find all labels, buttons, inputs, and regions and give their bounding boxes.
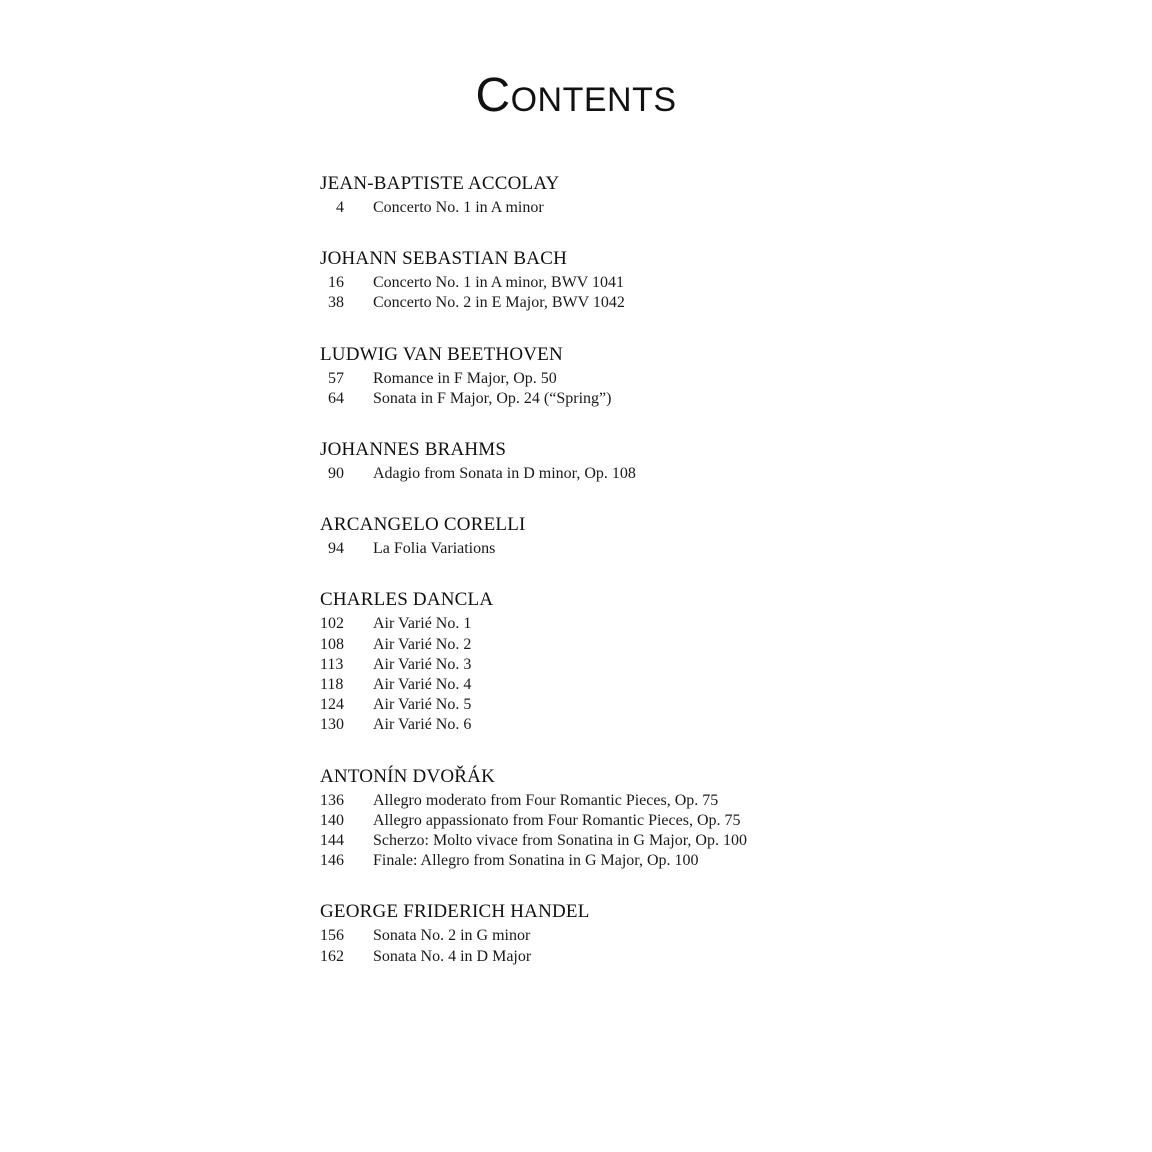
toc-entry[interactable]: [320, 675, 1020, 695]
work-title: Sonata in F Major, Op. 24 (“Spring”): [373, 389, 612, 407]
page-number: 102: [320, 615, 344, 633]
page-number: 144: [320, 832, 344, 850]
work-title: Sonata No. 2 in G minor: [373, 927, 531, 945]
work-title: Scherzo: Molto vivace from Sonatina in G Major, Op. 100: [373, 832, 747, 850]
toc-entry[interactable]: [320, 655, 1020, 675]
composer-heading: CHARLES DANCLA: [320, 589, 494, 611]
toc-entry[interactable]: [320, 811, 1020, 831]
work-title: Finale: Allegro from Sonatina in G Major, Op. 100: [373, 852, 699, 870]
composer-section: [320, 900, 1020, 966]
toc-entry[interactable]: [320, 791, 1020, 811]
work-title: Allegro moderato from Four Romantic Pieces, Op. 75: [373, 791, 719, 809]
table-of-contents: [320, 172, 1020, 996]
work-title: Sonata No. 4 in D Major: [373, 947, 532, 965]
page-number: 108: [320, 635, 344, 653]
work-title: Concerto No. 1 in A minor, BWV 1041: [373, 274, 625, 292]
toc-entry[interactable]: [320, 464, 1020, 484]
toc-entry[interactable]: [320, 926, 1020, 946]
toc-entry[interactable]: [320, 539, 1020, 559]
work-title: Air Varié No. 6: [373, 716, 472, 734]
composer-heading: ANTONÍN DVOŘÁK: [320, 765, 496, 787]
composer-heading: JOHANN SEBASTIAN BACH: [320, 248, 567, 270]
composer-section: [320, 343, 1020, 409]
page-number: 130: [320, 716, 344, 734]
page-number: 136: [320, 791, 344, 809]
toc-entry[interactable]: [320, 389, 1020, 409]
page-number: 38: [328, 294, 344, 312]
work-title: Air Varié No. 2: [373, 635, 472, 653]
composer-heading: ARCANGELO CORELLI: [320, 514, 526, 536]
page-number: 118: [320, 676, 344, 694]
composer-heading: JOHANNES BRAHMS: [320, 439, 507, 461]
composer-heading: JEAN-BAPTISTE ACCOLAY: [320, 173, 560, 194]
page-number: 90: [328, 465, 344, 483]
page-number: 16: [328, 274, 344, 292]
work-title: La Folia Variations: [373, 540, 496, 558]
work-title: Adagio from Sonata in D minor, Op. 108: [373, 465, 636, 483]
toc-entry[interactable]: [320, 715, 1020, 735]
work-title: Air Varié No. 4: [373, 676, 472, 694]
page-number: 156: [320, 927, 344, 945]
page-number: 57: [328, 369, 344, 387]
work-title: Concerto No. 1 in A minor: [373, 199, 544, 216]
toc-entry[interactable]: [320, 198, 1020, 218]
page-title: Contents: [475, 69, 677, 122]
composer-section: [320, 438, 1020, 484]
page-number: 94: [328, 540, 344, 558]
work-title: Air Varié No. 5: [373, 696, 472, 714]
composer-section: [320, 588, 1020, 735]
composer-section: [320, 247, 1020, 313]
work-title: Allegro appassionato from Four Romantic Pieces, Op. 75: [373, 811, 741, 829]
toc-entry[interactable]: [320, 947, 1020, 967]
toc-entry[interactable]: [320, 831, 1020, 851]
work-title: Air Varié No. 1: [373, 615, 472, 633]
page-number: 140: [320, 811, 344, 829]
work-title: Romance in F Major, Op. 50: [373, 369, 557, 387]
composer-heading: GEORGE FRIDERICH HANDEL: [320, 901, 590, 923]
page-number: 4: [336, 199, 344, 216]
work-title: Concerto No. 2 in E Major, BWV 1042: [373, 294, 625, 312]
toc-entry[interactable]: [320, 293, 1020, 313]
composer-heading: LUDWIG VAN BEETHOVEN: [320, 343, 563, 365]
toc-entry[interactable]: [320, 695, 1020, 715]
composer-section: [320, 765, 1020, 872]
toc-entry[interactable]: [320, 614, 1020, 634]
toc-entry[interactable]: [320, 369, 1020, 389]
page-number: 124: [320, 696, 344, 714]
work-title: Air Varié No. 3: [373, 655, 472, 673]
toc-entry[interactable]: [320, 273, 1020, 293]
composer-section: [320, 513, 1020, 559]
toc-entry[interactable]: [320, 635, 1020, 655]
toc-entry[interactable]: [320, 851, 1020, 871]
page-number: 64: [328, 389, 344, 407]
composer-section: [320, 172, 1020, 218]
page-number: 113: [320, 655, 344, 673]
page-number: 162: [320, 947, 344, 965]
page-number: 146: [320, 852, 344, 870]
